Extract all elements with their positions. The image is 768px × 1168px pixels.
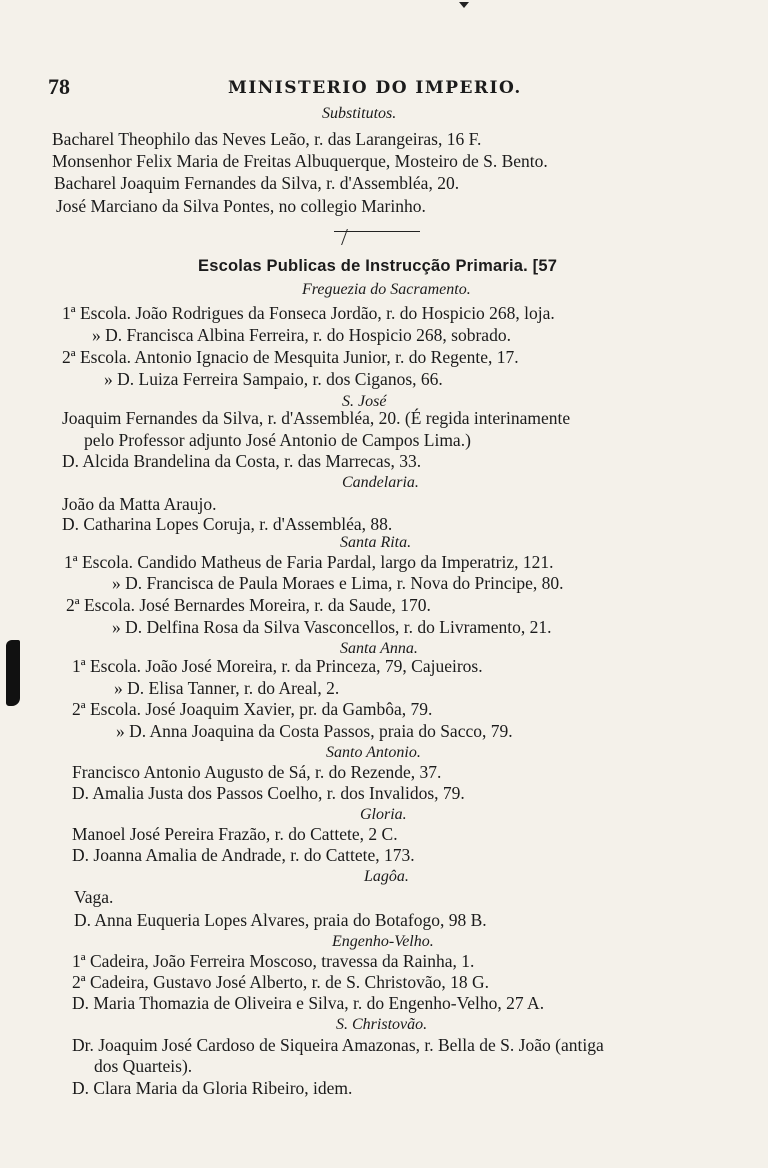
text-line: pelo Professor adjunto José Antonio de Campos Lima.)	[84, 430, 471, 450]
binding-mark	[6, 640, 20, 706]
text-line: 1ª Escola. João Rodrigues da Fonseca Jordão, r. do Hospicio 268, loja.	[62, 303, 555, 323]
section-heading-sao-jose: S. José	[342, 393, 387, 410]
text-line: Joaquim Fernandes da Silva, r. d'Assembléa, 20. (É regida interinamente	[62, 408, 571, 428]
section-heading-engenho-velho: Engenho-Velho.	[332, 933, 434, 950]
text-line: Francisco Antonio Augusto de Sá, r. do Rezende, 37.	[72, 762, 442, 782]
section-heading-candelaria: Candelaria.	[342, 474, 419, 491]
section-heading-sacramento: Freguezia do Sacramento.	[302, 281, 471, 298]
running-head: MINISTERIO DO IMPERIO.	[228, 78, 522, 98]
text-line: D. Alcida Brandelina da Costa, r. das Marrecas, 33.	[62, 451, 422, 471]
text-line: 2ª Escola. José Joaquim Xavier, pr. da Gambôa, 79.	[72, 699, 433, 719]
text-line: D. Amalia Justa dos Passos Coelho, r. dos Invalidos, 79.	[72, 783, 465, 803]
text-line: 2ª Cadeira, Gustavo José Alberto, r. de S. Christovão, 18 G.	[72, 972, 490, 992]
text-line: 2ª Escola. José Bernardes Moreira, r. da Saude, 170.	[66, 595, 431, 615]
text-line: dos Quarteis).	[94, 1056, 193, 1076]
text-line: Bacharel Joaquim Fernandes da Silva, r. d'Assembléa, 20.	[54, 173, 460, 193]
text-line: D. Clara Maria da Gloria Ribeiro, idem.	[72, 1078, 353, 1098]
text-line: Vaga.	[74, 887, 114, 907]
top-mark	[459, 2, 469, 8]
text-line: » D. Luiza Ferreira Sampaio, r. dos Ciganos, 66.	[104, 369, 443, 389]
text-line: 1ª Escola. João José Moreira, r. da Princeza, 79, Cajueiros.	[72, 656, 483, 676]
section-title-escolas: Escolas Publicas de Instrucção Primaria. [57	[198, 257, 558, 275]
text-line: D. Anna Euqueria Lopes Alvares, praia do Botafogo, 98 B.	[74, 910, 487, 930]
text-line: 1ª Cadeira, João Ferreira Moscoso, travessa da Rainha, 1.	[72, 951, 475, 971]
section-heading-santo-antonio: Santo Antonio.	[326, 744, 421, 761]
text-line: Manoel José Pereira Frazão, r. do Cattete, 2 C.	[72, 824, 398, 844]
text-line: Monsenhor Felix Maria de Freitas Albuquerque, Mosteiro de S. Bento.	[52, 151, 548, 171]
page-number: 78	[48, 74, 70, 99]
text-line: 2ª Escola. Antonio Ignacio de Mesquita Junior, r. do Regente, 17.	[62, 347, 519, 367]
section-heading-santa-anna: Santa Anna.	[340, 640, 418, 657]
text-line: D. Catharina Lopes Coruja, r. d'Assembléa, 88.	[62, 514, 393, 534]
text-line: D. Joanna Amalia de Andrade, r. do Cattete, 173.	[72, 845, 415, 865]
text-line: » D. Elisa Tanner, r. do Areal, 2.	[114, 678, 340, 698]
page-header	[48, 74, 718, 104]
text-line: » D. Delfina Rosa da Silva Vasconcellos, r. do Livramento, 21.	[112, 617, 552, 637]
section-heading-sao-christovao: S. Christovão.	[336, 1016, 428, 1033]
text-line: » D. Francisca Albina Ferreira, r. do Hospicio 268, sobrado.	[92, 325, 511, 345]
text-line: » D. Francisca de Paula Moraes e Lima, r. Nova do Principe, 80.	[112, 573, 564, 593]
text-line: 1ª Escola. Candido Matheus de Faria Pardal, largo da Imperatriz, 121.	[64, 552, 554, 572]
section-heading-gloria: Gloria.	[360, 806, 407, 823]
text-line: » D. Anna Joaquina da Costa Passos, praia do Sacco, 79.	[116, 721, 513, 741]
text-line: João da Matta Araujo.	[62, 494, 217, 514]
section-heading-santa-rita: Santa Rita.	[340, 534, 412, 551]
text-line: Dr. Joaquim José Cardoso de Siqueira Amazonas, r. Bella de S. João (antiga	[72, 1035, 604, 1055]
text-line: D. Maria Thomazia de Oliveira e Silva, r. do Engenho-Velho, 27 A.	[72, 993, 545, 1013]
section-heading-lagoa: Lagôa.	[364, 868, 409, 885]
text-line: Bacharel Theophilo das Neves Leão, r. das Larangeiras, 16 F.	[52, 129, 482, 149]
section-heading-substitutos: Substitutos.	[322, 105, 397, 122]
text-line: José Marciano da Silva Pontes, no collegio Marinho.	[56, 196, 426, 216]
